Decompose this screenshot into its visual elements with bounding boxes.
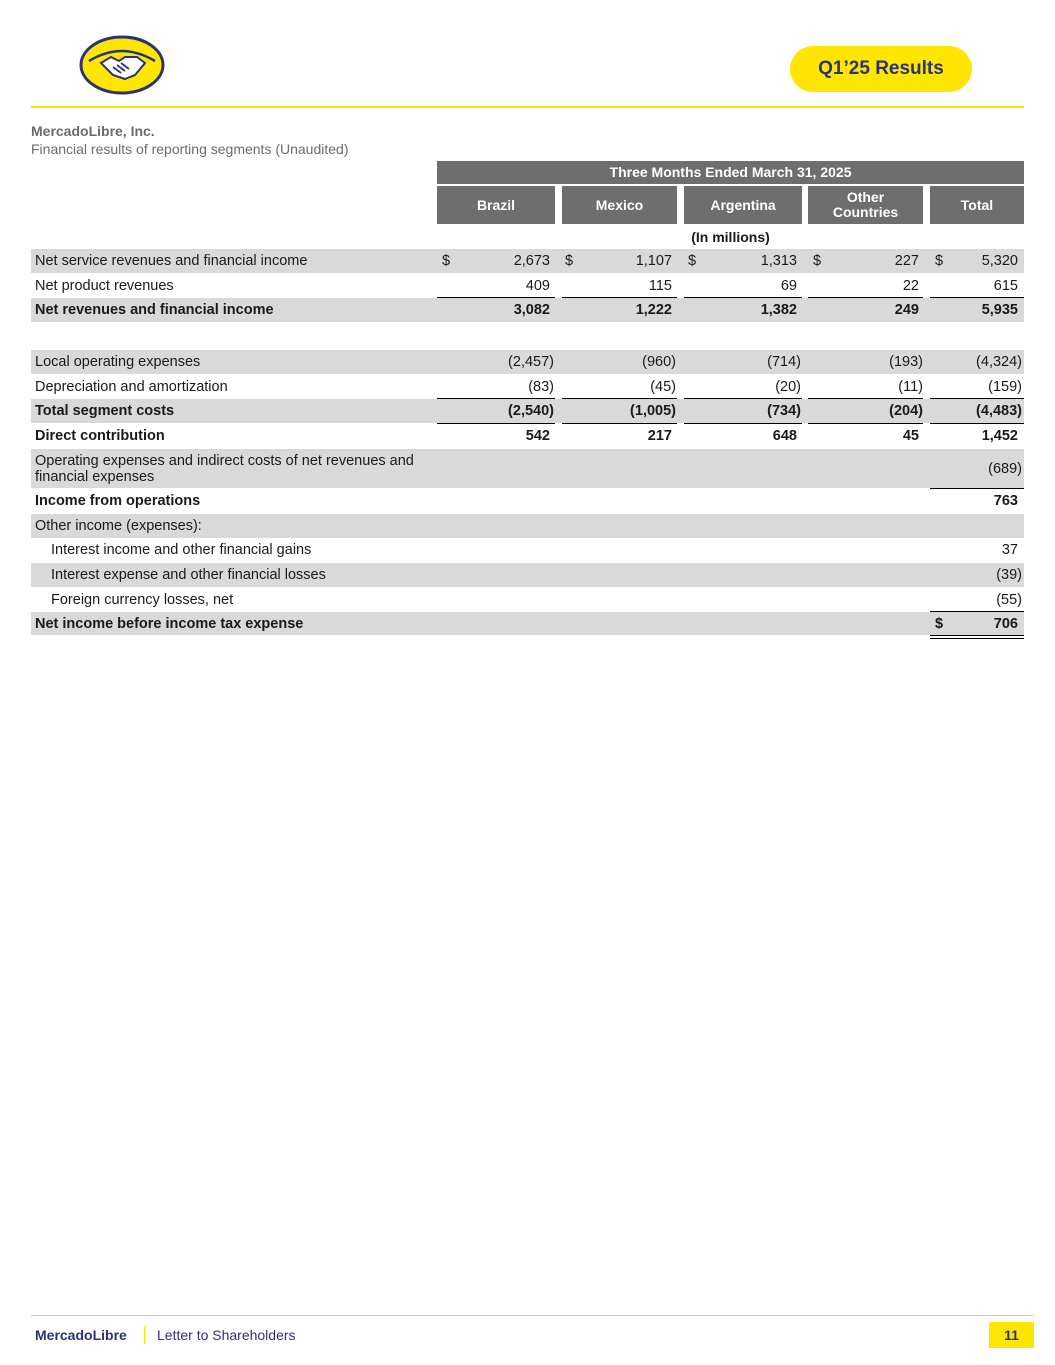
page-number: 11: [989, 1322, 1034, 1348]
currency-symbol: $: [688, 253, 697, 269]
cell-total: 5,935: [981, 302, 1018, 318]
currency-symbol: $: [935, 615, 944, 632]
cell-argentina: 1,382: [760, 302, 797, 318]
cell-mexico: 217: [647, 428, 672, 444]
cell-mexico: 1,107: [635, 253, 672, 269]
row-label: Interest expense and other financial losses: [51, 567, 326, 583]
cell-brazil: 3,082: [513, 302, 550, 318]
column-header-total: Total: [930, 186, 1024, 224]
table-row: [31, 449, 1024, 488]
cell-total: (689): [988, 460, 1022, 477]
row-label: Net revenues and financial income: [35, 302, 274, 318]
cell-total: 615: [993, 278, 1018, 294]
cell-other-countries: (204): [889, 403, 923, 419]
table-row: [31, 274, 1024, 298]
currency-symbol: $: [813, 253, 822, 269]
footer-separator: [144, 1326, 145, 1344]
row-label: Net service revenues and financial income: [35, 253, 308, 269]
header-divider: [31, 106, 1024, 108]
currency-symbol: $: [935, 253, 944, 269]
row-label: Operating expenses and indirect costs of net revenues and financial expenses: [35, 452, 414, 485]
cell-total: 5,320: [981, 253, 1018, 269]
cell-brazil: 542: [525, 428, 550, 444]
table-row: [31, 424, 1024, 448]
column-header-other-countries: Other Countries: [808, 186, 923, 224]
footer-divider: [31, 1315, 1034, 1316]
company-name: MercadoLibre, Inc.: [31, 123, 155, 139]
table-row: [31, 612, 1024, 635]
table-row: [31, 375, 1024, 399]
cell-total: (39): [996, 567, 1022, 583]
cell-brazil: (2,457): [508, 354, 554, 370]
cell-brazil: 409: [525, 278, 550, 294]
cell-mexico: (45): [650, 379, 676, 395]
cell-other-countries: 227: [894, 253, 919, 269]
table-row: [31, 249, 1024, 273]
cell-argentina: 1,313: [760, 253, 797, 269]
period-header: Three Months Ended March 31, 2025: [437, 161, 1024, 184]
table-row: [31, 350, 1024, 374]
units-label: (In millions): [691, 229, 770, 245]
cell-brazil: 2,673: [513, 253, 550, 269]
table-row: [31, 538, 1024, 562]
cell-argentina: (20): [775, 379, 801, 395]
cell-argentina: (714): [767, 354, 801, 370]
cell-argentina: (734): [767, 403, 801, 419]
row-label: Depreciation and amortization: [35, 379, 228, 395]
row-label: Net product revenues: [35, 278, 174, 294]
report-subtitle: Financial results of reporting segments (Unaudited): [31, 141, 349, 157]
cell-total: 706: [993, 615, 1018, 632]
cell-mexico: (1,005): [630, 403, 676, 419]
row-label: Interest income and other financial gains: [51, 542, 312, 558]
results-badge: Q1’25 Results: [790, 46, 972, 92]
cell-mexico: 115: [648, 278, 672, 294]
cell-other-countries: 45: [902, 428, 919, 444]
cell-total: (4,324): [976, 354, 1022, 370]
table-row: [31, 298, 1024, 322]
row-label: Net income before income tax expense: [35, 615, 304, 632]
table-row: [31, 563, 1024, 587]
cell-argentina: 69: [780, 278, 797, 294]
cell-mexico: (960): [642, 354, 676, 370]
column-header-mexico: Mexico: [562, 186, 677, 224]
cell-other-countries: (11): [898, 379, 923, 395]
footer-brand: MercadoLibre: [35, 1327, 127, 1343]
row-label: Foreign currency losses, net: [51, 592, 234, 608]
table-row: [31, 399, 1024, 423]
cell-total: (159): [988, 379, 1022, 395]
cell-other-countries: 22: [902, 278, 919, 294]
cell-mexico: 1,222: [635, 302, 672, 318]
row-label: Other income (expenses):: [35, 518, 202, 534]
cell-total: 1,452: [981, 428, 1018, 444]
table-row: [31, 489, 1024, 513]
column-header-brazil: Brazil: [437, 186, 555, 224]
column-header-argentina: Argentina: [684, 186, 802, 224]
cell-argentina: 648: [772, 428, 797, 444]
cell-total: (4,483): [976, 403, 1022, 419]
row-label: Total segment costs: [35, 403, 175, 419]
total-double-rule: [930, 638, 1024, 639]
currency-symbol: $: [565, 253, 574, 269]
row-label: Local operating expenses: [35, 354, 201, 370]
row-label: Direct contribution: [35, 428, 165, 444]
cell-other-countries: (193): [889, 354, 923, 370]
cell-total: 763: [993, 493, 1018, 509]
row-label: Income from operations: [35, 493, 201, 509]
cell-brazil: (83): [528, 379, 554, 395]
cell-total: 37: [1001, 542, 1018, 558]
table-row: [31, 588, 1024, 612]
total-double-rule: [930, 635, 1024, 636]
table-row: [31, 514, 1024, 538]
cell-total: (55): [996, 592, 1022, 608]
handshake-logo-icon: [79, 35, 165, 95]
cell-other-countries: 249: [894, 302, 919, 318]
cell-brazil: (2,540): [508, 403, 554, 419]
footer-title: Letter to Shareholders: [157, 1327, 296, 1343]
currency-symbol: $: [442, 253, 451, 269]
